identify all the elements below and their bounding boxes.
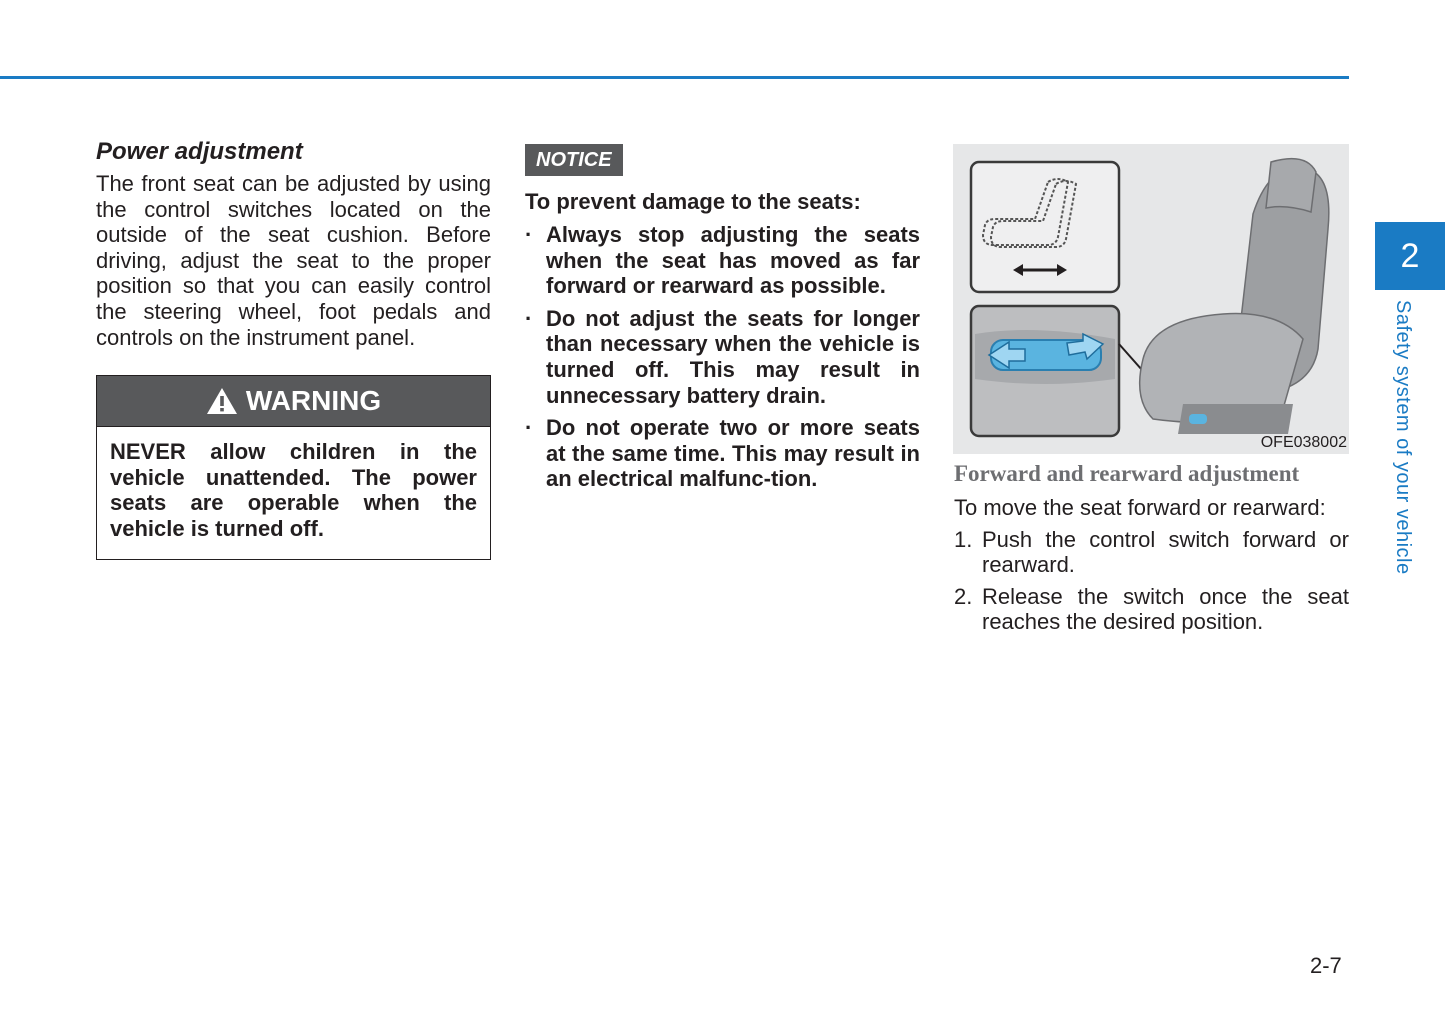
step-number: 1. [954, 526, 973, 552]
chapter-title: Safety system of your vehicle [1392, 300, 1414, 575]
bullet: · [525, 305, 533, 331]
seat-illustration-graphic [953, 144, 1349, 454]
subsection-intro: To move the seat forward or rearward: [954, 495, 1326, 520]
bullet: · [525, 222, 533, 247]
seat-illustration [953, 144, 1349, 454]
list-item-text: Do not adjust the seats for longer than necessary when the vehicle is turned off. This may result in unnecessary battery drain. [546, 305, 920, 408]
list-item [954, 527, 1349, 578]
chapter-number: 2 [1400, 236, 1420, 275]
page-number: 2-7 [1310, 953, 1342, 978]
warning-header [97, 376, 490, 427]
notice-section [525, 144, 920, 499]
seat-icon [1140, 159, 1329, 434]
forward-rearward-section [954, 461, 1349, 641]
list-item [525, 306, 920, 408]
notice-heading: To prevent damage to the seats: [525, 189, 861, 214]
step-number: 2. [954, 583, 973, 609]
warning-triangle-icon [206, 387, 238, 415]
list-item-text: Always stop adjusting the seats when the seat has moved as far forward or rearward as possible. [546, 222, 920, 299]
warning-box [96, 375, 491, 560]
notice-list [525, 222, 920, 492]
warning-text: NEVER allow children in the vehicle unattended. The power seats are operable when the vehicle is turned off. [110, 439, 477, 541]
figure-code: OFE038002 [1260, 434, 1347, 451]
step-text: Release the switch once the seat reaches the desired position. [982, 583, 1349, 635]
chapter-tab [1375, 222, 1445, 290]
header-rule [0, 76, 1349, 79]
steps-list [954, 527, 1349, 635]
list-item-text: Do not operate two or more seats at the same time. This may result in an electrical malfunc-tion. [546, 415, 920, 492]
notice-badge: NOTICE [525, 144, 623, 176]
bullet: · [525, 415, 533, 441]
list-item [525, 222, 920, 299]
section-body: The front seat can be adjusted by using the control switches located on the outside of the seat cushion. Before driving, adjust the seat to the proper position so that you can easily control the steering wheel, foot pedals and controls on the instrument panel. [96, 171, 491, 350]
section-title: Power adjustment [96, 138, 303, 165]
power-adjustment-section [96, 138, 491, 350]
list-item [954, 584, 1349, 635]
list-item [525, 415, 920, 492]
subsection-title: Forward and rearward adjustment [954, 461, 1300, 486]
warning-label: WARNING [245, 385, 382, 416]
step-text: Push the control switch forward or rearward. [982, 526, 1349, 578]
